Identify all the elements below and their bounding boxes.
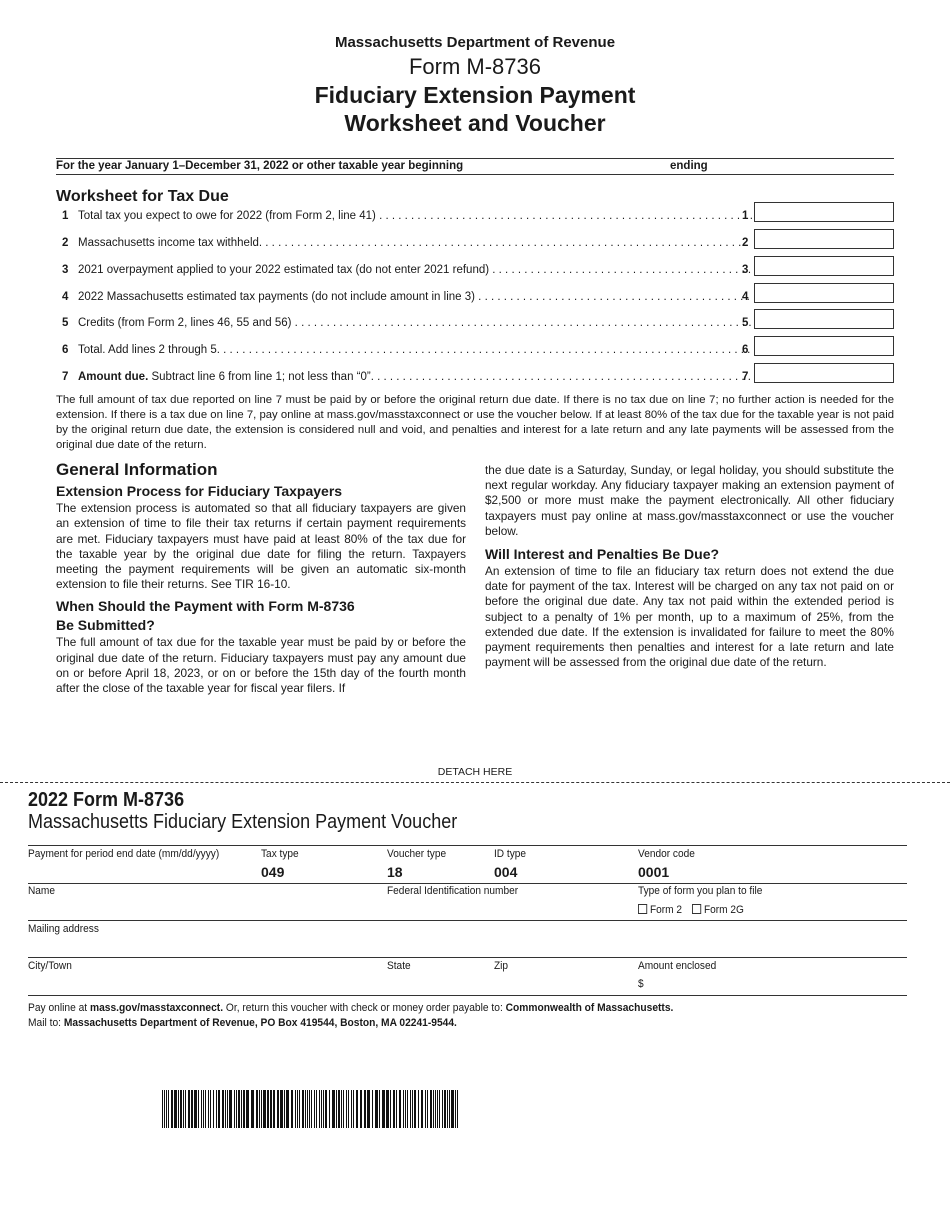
- barcode-bar: [164, 1090, 165, 1128]
- city-field[interactable]: [28, 973, 378, 993]
- fein-label: Federal Identification number: [387, 885, 519, 897]
- barcode-bar: [393, 1090, 395, 1128]
- general-info-title: General Information: [56, 460, 218, 479]
- divider: [28, 883, 907, 884]
- barcode-bar: [238, 1090, 240, 1128]
- worksheet-line-7: [56, 369, 894, 389]
- barcode-bar: [449, 1090, 450, 1128]
- barcode-bar: [356, 1090, 358, 1128]
- barcode-bar: [360, 1090, 362, 1128]
- barcode-bar: [451, 1090, 454, 1128]
- line-description: 2022 Massachusetts estimated tax payments (do not include amount in line 3) . . .: [78, 291, 752, 303]
- barcode-bar: [437, 1090, 438, 1128]
- name-label: Name: [28, 885, 55, 897]
- barcode-bar: [396, 1090, 397, 1128]
- detach-label: DETACH HERE: [437, 766, 513, 778]
- divider: [28, 845, 907, 846]
- barcode-bar: [234, 1090, 235, 1128]
- period-end-date-label: Payment for period end date (mm/dd/yyyy): [28, 848, 220, 860]
- interest-penalties-body: An extension of time to file an fiduciary tax return does not extend the due date for payment of the tax. Interest will be charged on any tax not paid on or before the original due date. Any tax not paid within the extended period is subject to a penalty of 1% per month, up to a maximum of 25%, from the extended due date. If the extension is invalidated for failure to meet the 80% payment requirements then penalties and interest for a late return and late payment will be assessed from the original due date of the return.: [485, 564, 894, 670]
- barcode-bar: [256, 1090, 258, 1128]
- divider: [56, 174, 894, 175]
- barcode-bar: [343, 1090, 344, 1128]
- barcode-bar: [225, 1090, 226, 1128]
- barcode-bar: [210, 1090, 211, 1128]
- line-2-amount-field[interactable]: [754, 229, 894, 249]
- line-description: Massachusetts income tax withheld. . . .: [78, 237, 752, 249]
- line-number-right: 2: [742, 237, 749, 249]
- general-info-right-column: [485, 463, 894, 670]
- line-description: 2021 overpayment applied to your 2022 estimated tax (do not enter 2021 refund) . . .: [78, 264, 752, 276]
- line-number-right: 1: [742, 210, 749, 222]
- barcode-bar: [421, 1090, 423, 1128]
- barcode-bar: [263, 1090, 266, 1128]
- barcode-bar: [305, 1090, 306, 1128]
- line-number: 5: [62, 317, 69, 329]
- line-number-right: 6: [742, 344, 749, 356]
- line-number: 3: [62, 264, 69, 276]
- tax-type-value: 049: [261, 864, 285, 880]
- amount-enclosed-field[interactable]: [650, 973, 900, 993]
- line-7-amount-field[interactable]: [754, 363, 894, 383]
- barcode-bar: [433, 1090, 434, 1128]
- worksheet-line-5: [56, 315, 894, 335]
- barcode-bar: [314, 1090, 315, 1128]
- line-number: 6: [62, 344, 69, 356]
- zip-field[interactable]: [494, 973, 624, 993]
- barcode-bar: [341, 1090, 342, 1128]
- barcode-bar: [367, 1090, 370, 1128]
- barcode-bar: [379, 1090, 380, 1128]
- line-number-right: 7: [742, 371, 749, 383]
- masstaxconnect-link[interactable]: mass.gov/masstaxconnect.: [89, 1002, 224, 1014]
- form-2g-option[interactable]: Form 2G: [692, 904, 744, 916]
- zip-label: Zip: [494, 960, 509, 972]
- worksheet-line-1: [56, 208, 894, 228]
- id-type-label: ID type: [494, 848, 527, 860]
- barcode-bar: [364, 1090, 366, 1128]
- voucher-type-label: Voucher type: [387, 848, 447, 860]
- barcode-bar: [229, 1090, 232, 1128]
- barcode-bar: [353, 1090, 354, 1128]
- barcode-bar: [444, 1090, 446, 1128]
- state-field[interactable]: [387, 973, 487, 993]
- extension-process-heading: Extension Process for Fiduciary Taxpayers: [56, 483, 343, 500]
- vendor-code-value: 0001: [638, 864, 670, 880]
- line-number-right: 5: [742, 317, 749, 329]
- detach-line: [0, 782, 950, 783]
- line-number: 1: [62, 210, 69, 222]
- worksheet-title: Worksheet for Tax Due: [56, 188, 229, 205]
- line-number: 7: [62, 371, 69, 383]
- barcode-bar: [329, 1090, 330, 1128]
- barcode-bar: [178, 1090, 179, 1128]
- barcode-bar: [194, 1090, 197, 1128]
- barcode-bar: [222, 1090, 224, 1128]
- barcode-bar: [390, 1090, 391, 1128]
- line-description: Credits (from Form 2, lines 46, 55 and 56) . . .: [78, 317, 752, 329]
- barcode-bar: [414, 1090, 416, 1128]
- worksheet-line-4: [56, 289, 894, 309]
- tax-type-label: Tax type: [261, 848, 299, 860]
- barcode-bar: [338, 1090, 340, 1128]
- barcode-bar: [218, 1090, 220, 1128]
- barcode-bar: [447, 1090, 448, 1128]
- barcode-bar: [375, 1090, 378, 1128]
- barcode-bar: [174, 1090, 177, 1128]
- id-type-value: 004: [494, 864, 518, 880]
- barcode-bar: [201, 1090, 202, 1128]
- line-description: Total. Add lines 2 through 5. . . .: [78, 344, 752, 356]
- barcode-bar: [439, 1090, 440, 1128]
- barcode-bar: [427, 1090, 428, 1128]
- barcode-bar: [198, 1090, 199, 1128]
- barcode-bar: [180, 1090, 182, 1128]
- when-submit-body: The full amount of tax due for the taxable year must be paid by or before the original due date of the return. Fiduciary taxpayers must pay any amount due on or before April 18, 2023, or on or before the 15th day of the fourth month after the close of the taxable year for fiscal year filers. If: [56, 635, 466, 696]
- barcode-bar: [348, 1090, 349, 1128]
- extension-process-body: The extension process is automated so that all fiduciary taxpayers are given an extension of time to file their tax returns if certain payment requirements are met. Fiduciary taxpayers must have paid at least 80% of the tax due for the taxable year by the original due date for filing the return. Taxpayers meeting the payment requirements will be given an automatic six-month extension to file their returns. See TIR 16-10.: [56, 501, 466, 592]
- divider: [28, 920, 907, 921]
- barcode-bar: [425, 1090, 426, 1128]
- worksheet-line-3: [56, 262, 894, 282]
- tax-year-ending-label: ending: [670, 160, 708, 172]
- pay-online-note: Pay online at mass.gov/masstaxconnect. Or, return this voucher with check or money order payable to: Commonwealth of Massachusetts.: [28, 1002, 674, 1014]
- barcode-bar: [236, 1090, 237, 1128]
- barcode-bar: [208, 1090, 209, 1128]
- barcode-bar: [319, 1090, 320, 1128]
- barcode-bar: [251, 1090, 254, 1128]
- tax-year-label: For the year January 1–December 31, 2022 or other taxable year beginning: [56, 160, 464, 172]
- name-field[interactable]: [28, 898, 378, 918]
- divider: [28, 957, 907, 958]
- barcode-bar: [284, 1090, 285, 1128]
- barcode-bar: [325, 1090, 327, 1128]
- barcode-bar: [418, 1090, 419, 1128]
- barcode-bar: [311, 1090, 312, 1128]
- barcode-bar: [188, 1090, 190, 1128]
- amount-enclosed-label: Amount enclosed: [638, 960, 717, 972]
- barcode-bar: [455, 1090, 456, 1128]
- barcode-bar: [273, 1090, 275, 1128]
- dollar-sign: $: [638, 978, 644, 990]
- barcode-bar: [407, 1090, 408, 1128]
- line-number-right: 4: [742, 291, 749, 303]
- barcode-bar: [386, 1090, 389, 1128]
- barcode-bar: [213, 1090, 214, 1128]
- line-3-amount-field[interactable]: [754, 256, 894, 276]
- divider: [28, 995, 907, 996]
- worksheet-line-6: [56, 342, 894, 362]
- barcode-bar: [162, 1090, 163, 1128]
- department-name: Massachusetts Department of Revenue: [334, 34, 616, 51]
- barcode-bar: [270, 1090, 272, 1128]
- line-description: Amount due. Subtract line 6 from line 1; not less than “0”. . . .: [78, 371, 752, 383]
- barcode-bar: [259, 1090, 260, 1128]
- form-2g-checkbox[interactable]: [692, 904, 701, 914]
- form-2-checkbox[interactable]: [638, 904, 647, 914]
- form-number: Form M-8736: [408, 54, 542, 79]
- barcode-bar: [316, 1090, 317, 1128]
- barcode-bar: [297, 1090, 298, 1128]
- form-title-line2: Worksheet and Voucher: [344, 110, 606, 136]
- line-number-right: 3: [742, 264, 749, 276]
- barcode-bar: [166, 1090, 167, 1128]
- barcode-bar: [321, 1090, 322, 1128]
- mailing-address-field[interactable]: [28, 936, 907, 956]
- barcode-bar: [295, 1090, 296, 1128]
- fein-field[interactable]: [387, 898, 627, 918]
- barcode-bar: [382, 1090, 385, 1128]
- general-info-left-column: [56, 462, 466, 696]
- barcode-bar: [410, 1090, 411, 1128]
- barcode-bar: [183, 1090, 184, 1128]
- mailing-address-label: Mailing address: [28, 923, 99, 935]
- barcode-bar: [291, 1090, 293, 1128]
- line-number: 2: [62, 237, 69, 249]
- line-5-amount-field[interactable]: [754, 309, 894, 329]
- barcode-bar: [299, 1090, 300, 1128]
- form-type-label: Type of form you plan to file: [638, 885, 763, 897]
- barcode-bar: [336, 1090, 337, 1128]
- barcode-bar: [435, 1090, 436, 1128]
- form-title-line1: Fiduciary Extension Payment: [314, 82, 636, 108]
- line-number: 4: [62, 291, 69, 303]
- barcode-bar: [309, 1090, 310, 1128]
- state-label: State: [387, 960, 411, 972]
- barcode-bar: [277, 1090, 279, 1128]
- barcode-bar: [241, 1090, 242, 1128]
- line-description: Total tax you expect to owe for 2022 (from Form 2, line 41) . . .: [78, 210, 752, 222]
- barcode-bar: [191, 1090, 193, 1128]
- interest-penalties-heading: Will Interest and Penalties Be Due?: [485, 546, 720, 563]
- barcode-bar: [168, 1090, 169, 1128]
- voucher-type-value: 18: [387, 864, 403, 880]
- barcode-bar: [412, 1090, 413, 1128]
- barcode-bar: [286, 1090, 289, 1128]
- barcode-bar: [442, 1090, 443, 1128]
- barcode-bar: [307, 1090, 308, 1128]
- line-1-amount-field[interactable]: [754, 202, 894, 222]
- when-submit-heading-line2: Be Submitted?: [56, 617, 155, 634]
- barcode-bar: [205, 1090, 206, 1128]
- barcode-bar: [203, 1090, 204, 1128]
- form-2-option[interactable]: Form 2: [638, 904, 682, 916]
- voucher-subtitle: Massachusetts Fiduciary Extension Payment Voucher: [28, 811, 458, 833]
- barcode-bar: [302, 1090, 304, 1128]
- voucher-title: 2022 Form M-8736: [28, 789, 185, 811]
- barcode-bar: [332, 1090, 335, 1128]
- line-6-amount-field[interactable]: [754, 336, 894, 356]
- barcode-bar: [185, 1090, 186, 1128]
- barcode-bar: [280, 1090, 283, 1128]
- barcode-bar: [246, 1090, 249, 1128]
- barcode-bar: [323, 1090, 324, 1128]
- barcode-bar: [457, 1090, 458, 1128]
- mail-to-note: Mail to: Massachusetts Department of Revenue, PO Box 419544, Boston, MA 02241-9544.: [28, 1017, 457, 1029]
- barcode-bar: [346, 1090, 347, 1128]
- barcode-bar: [267, 1090, 269, 1128]
- barcode-bar: [171, 1090, 173, 1128]
- barcode: [162, 1090, 460, 1128]
- barcode-bar: [227, 1090, 228, 1128]
- worksheet-note: The full amount of tax due reported on line 7 must be paid by or before the original return due date. If there is no tax due on line 7; no further action is needed for the extension. If there is a tax due on line 7, pay online at mass.gov/masstaxconnect or use the voucher below. If at least 80% of the tax due for the taxable year is not paid by the original return due date, the extension is considered null and void, and penalties and interest for a late return and any late payments will be assessed from the original due date of the return.: [56, 394, 894, 451]
- barcode-bar: [405, 1090, 406, 1128]
- vendor-code-label: Vendor code: [638, 848, 695, 860]
- divider: [56, 158, 894, 159]
- period-end-date-field[interactable]: [28, 862, 248, 880]
- barcode-bar: [351, 1090, 352, 1128]
- barcode-bar: [372, 1090, 373, 1128]
- when-submit-body-continued: the due date is a Saturday, Sunday, or legal holiday, you should substitute the next regular workday. Any fiduciary taxpayer making an extension payment of $2,500 or more must make the payment electronically. All other fiduciary taxpayers must pay online at mass.gov/masstaxconnect or use the voucher below.: [485, 463, 894, 538]
- barcode-bar: [243, 1090, 245, 1128]
- line-4-amount-field[interactable]: [754, 283, 894, 303]
- worksheet-line-2: [56, 235, 894, 255]
- barcode-bar: [399, 1090, 401, 1128]
- barcode-bar: [216, 1090, 217, 1128]
- barcode-bar: [430, 1090, 432, 1128]
- barcode-bar: [261, 1090, 262, 1128]
- city-label: City/Town: [28, 960, 72, 972]
- when-submit-heading-line1: When Should the Payment with Form M-8736: [56, 598, 355, 615]
- barcode-bar: [403, 1090, 404, 1128]
